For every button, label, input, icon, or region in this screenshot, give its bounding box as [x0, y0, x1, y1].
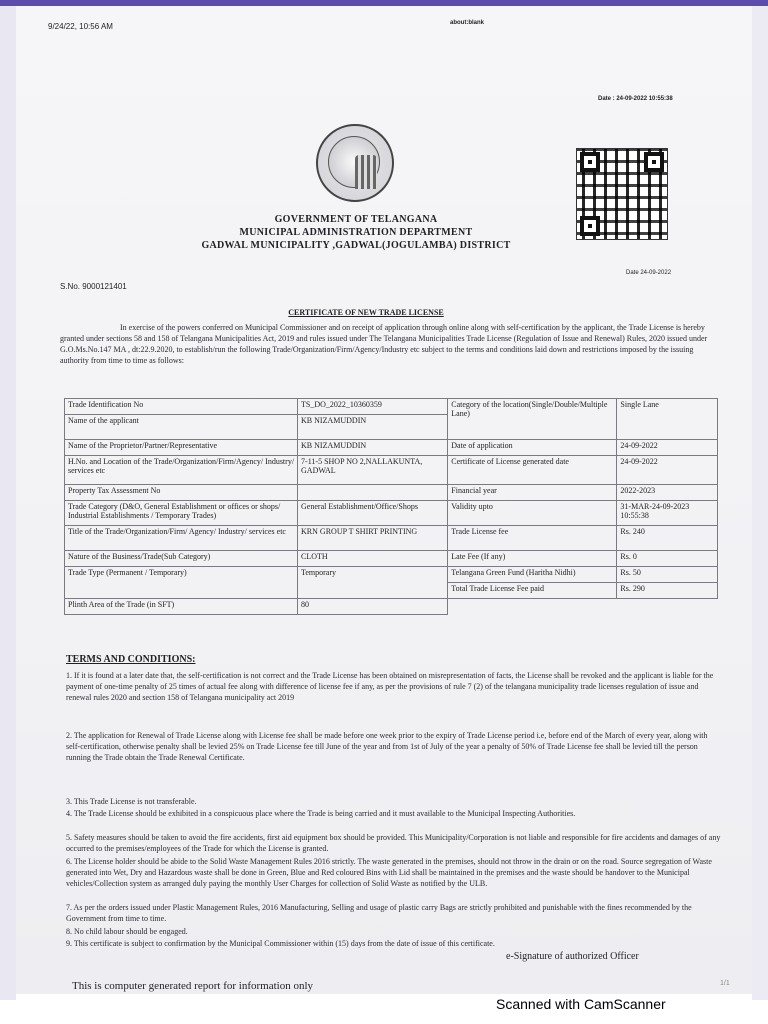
table-row	[65, 551, 718, 567]
trade-category-label: Trade Category (D&O, General Establishment or offices or shops/ Industrial Establishments / Temporary Trades)	[65, 501, 298, 526]
trade-id-value: TS_DO_2022_10360359	[298, 399, 448, 415]
license-fee-value: Rs. 240	[617, 526, 718, 551]
term-item: 9. This certificate is subject to confirmation by the Municipal Commissioner within (15) days from the date of issue of this certificate.	[66, 939, 495, 948]
plinth-area-label: Plinth Area of the Trade (in SFT)	[65, 599, 298, 615]
serial-number: S.No. 9000121401	[60, 282, 127, 291]
table-row	[65, 485, 718, 501]
trade-id-label: Trade Identification No	[65, 399, 298, 415]
empty-cell	[448, 599, 617, 615]
tax-assessment-value	[298, 485, 448, 501]
footer-note: This is computer generated report for information only	[72, 980, 314, 992]
application-date-label: Date of application	[448, 440, 617, 456]
municipality-heading: GADWAL MUNICIPALITY ,GADWAL(JOGULAMBA) DISTRICT	[201, 240, 511, 251]
document-page	[16, 6, 752, 994]
proprietor-value: KB NIZAMUDDIN	[298, 440, 448, 456]
telangana-emblem-icon	[316, 124, 394, 202]
scan-margin-right	[752, 0, 768, 1000]
trade-title-label: Title of the Trade/Organization/Firm/ Agency/ Industry/ services etc	[65, 526, 298, 551]
intro-paragraph: In exercise of the powers conferred on Municipal Commissioner and on receipt of application through online along with self-certification by the applicant, the Trade License is hereby granted under sections 58 and 158 of Telangana Municipalities Act, 2019 and rules issued under The Telangana Municipalities Trade License (Regulation of Issue and Renewal) Rules, 2020 issued under G.O.Ms.No.147 MA , dt:22.9.2020, to establish/run the following Trade/Organization/Firm/Agency/Industry etc subject to the terms and conditions laid down and restrictions imposed by the issuing authority from time to time as follows:	[60, 323, 708, 365]
table-row	[65, 501, 718, 526]
license-fee-label: Trade License fee	[448, 526, 617, 551]
plinth-area-value: 80	[298, 599, 448, 615]
green-fund-label: Telangana Green Fund (Haritha Nidhi)	[448, 567, 617, 583]
browser-url: about:blank	[450, 20, 484, 26]
term-item: 2. The application for Renewal of Trade License along with License fee shall be made before one week prior to the expiry of Trade License period i.e, before end of the March of every year, along with self-certification, otherwise penalty shall be levied 25% on Trade License fee till June of the year and from 1st of July of the year a penalty of 50% of Trade License fee shall be levied till the person running the Trade obtain the Trade Renewal Certificate.	[66, 731, 708, 762]
table-row	[65, 399, 718, 415]
term-item: 3. This Trade License is not transferable.	[66, 797, 197, 806]
term-item: 6. The License holder should be abide to the Solid Waste Management Rules 2016 strictly. The waste generated in the premises, should not throw in the drain or on the road. Source segregation of Waste generated into Wet, Dry and Hazardous waste shall be done in Green, Blue and Red coloured Bins with Lid shall be maintained in the premises and the waste should be handover to the Municipal vehicles/Collection system as arranged duly paying the monthly User Charges for collection of Solid Waste as notified by the ULB.	[66, 857, 712, 888]
empty-cell	[617, 599, 718, 615]
term-item: 8. No child labour should be engaged.	[66, 927, 188, 936]
table-row	[65, 567, 718, 583]
validity-value: 31-MAR-24-09-2023 10:55:38	[617, 501, 718, 526]
location-category-value: Single Lane	[617, 399, 718, 440]
location-label: H.No. and Location of the Trade/Organization/Firm/Agency/ Industry/ services etc	[65, 456, 298, 485]
qr-code-icon	[576, 148, 668, 240]
govt-heading: GOVERNMENT OF TELANGANA	[274, 214, 438, 225]
location-value: 7-11-5 SHOP NO 2,NALLAKUNTA, GADWAL	[298, 456, 448, 485]
trade-type-label: Trade Type (Permanent / Temporary)	[65, 567, 298, 599]
generated-date-label: Certificate of License generated date	[448, 456, 617, 485]
application-date-value: 24-09-2022	[617, 440, 718, 456]
certificate-title: CERTIFICATE OF NEW TRADE LICENSE	[288, 308, 444, 317]
proprietor-label: Name of the Proprietor/Partner/Representative	[65, 440, 298, 456]
applicant-label: Name of the applicant	[65, 415, 298, 440]
camscanner-watermark: Scanned with CamScanner	[496, 996, 666, 1012]
page-number: 1/1	[720, 980, 730, 987]
table-row	[65, 440, 718, 456]
term-item: 4. The Trade License should be exhibited in a conspicuous place where the Trade is being carried and it must available to the Municipal Inspecting Authorities.	[66, 809, 576, 818]
green-fund-value: Rs. 50	[617, 567, 718, 583]
late-fee-label: Late Fee (If any)	[448, 551, 617, 567]
financial-year-value: 2022-2023	[617, 485, 718, 501]
total-fee-value: Rs. 290	[617, 583, 718, 599]
scan-margin-left	[0, 0, 16, 1000]
tax-assessment-label: Property Tax Assessment No	[65, 485, 298, 501]
term-item: 7. As per the orders issued under Plastic Management Rules, 2016 Manufacturing, Selling and usage of plastic carry Bags are strictly prohibited and punishable with the fines recommended by the Government from time to time.	[66, 903, 692, 923]
total-fee-label: Total Trade License Fee paid	[448, 583, 617, 599]
print-datetime: 9/24/22, 10:56 AM	[48, 22, 113, 31]
trade-type-value: Temporary	[298, 567, 448, 599]
dept-heading: MUNICIPAL ADMINISTRATION DEPARTMENT	[239, 227, 473, 238]
late-fee-value: Rs. 0	[617, 551, 718, 567]
issue-date: Date 24-09-2022	[626, 270, 672, 276]
signature-label: e-Signature of authorized Officer	[506, 951, 639, 962]
applicant-value: KB NIZAMUDDIN	[298, 415, 448, 440]
term-item: 5. Safety measures should be taken to avoid the fire accidents, first aid equipment box should be provided. This Municipality/Corporation is not liable and responsible for fire accidents and damages of any occurred to the premises/employees of the Trade for which the License is granted.	[66, 833, 721, 853]
table-row	[65, 526, 718, 551]
term-item: 1. If it is found at a later date that, the self-certification is not correct and the Trade License has been obtained on misrepresentation of facts, the License shall be revoked and the applicant is liable for the payment of one-time penalty of 25 times of actual fee along with difference of license fee if any, as per the provisions of rule 7 (2) of the telangana municipality trade licenses regulation of issue and renewal rules 2020 and section 158 of Telangana municipality act 2019	[66, 671, 714, 702]
terms-heading: TERMS AND CONDITIONS:	[66, 654, 196, 665]
location-category-label: Category of the location(Single/Double/Multiple Lane)	[448, 399, 617, 440]
license-details-table	[64, 398, 718, 615]
table-row	[65, 456, 718, 485]
trade-category-value: General Establishment/Office/Shops	[298, 501, 448, 526]
trade-title-value: KRN GROUP T SHIRT PRINTING	[298, 526, 448, 551]
financial-year-label: Financial year	[448, 485, 617, 501]
validity-label: Validity upto	[448, 501, 617, 526]
business-nature-value: CLOTH	[298, 551, 448, 567]
table-row	[65, 599, 718, 615]
date-stamp: Date : 24-09-2022 10:55:38	[598, 96, 673, 102]
generated-date-value: 24-09-2022	[617, 456, 718, 485]
business-nature-label: Nature of the Business/Trade(Sub Category)	[65, 551, 298, 567]
